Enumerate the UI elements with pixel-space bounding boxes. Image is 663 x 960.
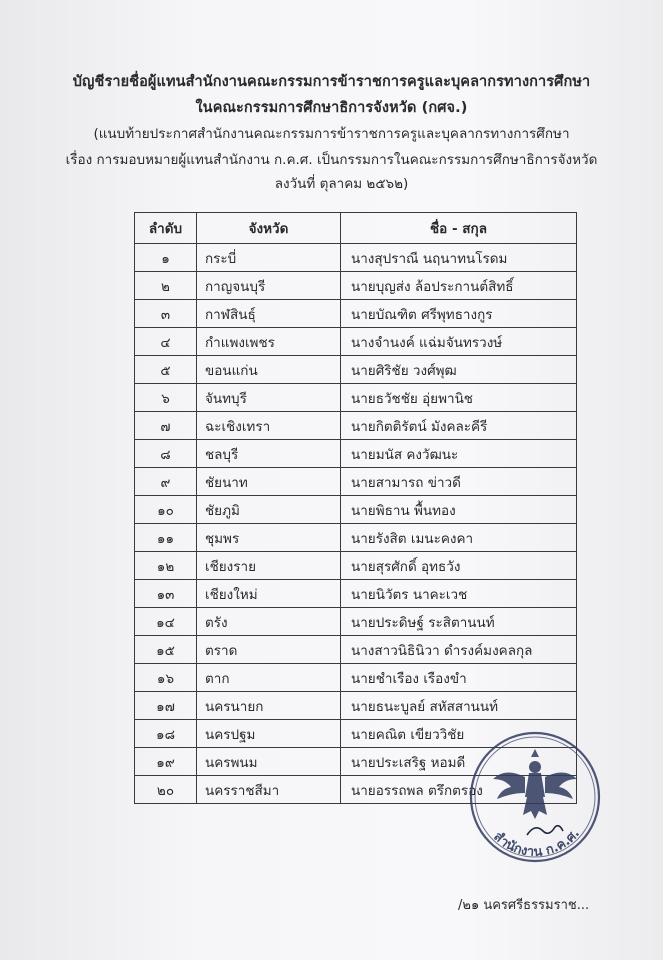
row-order: ๔ [135, 328, 197, 356]
row-name: นายอรรถพล ตรึกตรอง [341, 776, 577, 804]
subtitle-line-1: (แนบท้ายประกาศสำนักงานคณะกรรมการข้าราชการครูและบุคลากรทางการศึกษา [93, 126, 570, 142]
table-row [135, 412, 577, 440]
row-province: เชียงใหม่ [197, 580, 341, 608]
row-province: จันทบุรี [197, 384, 341, 412]
table-row [135, 300, 577, 328]
row-order: ๑๐ [135, 496, 197, 524]
row-order: ๒๐ [135, 776, 197, 804]
row-name: นายนิวัตร นาคะเวช [341, 580, 577, 608]
header-name: ชื่อ - สกุล [341, 213, 577, 244]
row-name: นายคณิต เขียววิชัย [341, 720, 577, 748]
row-name: นายชำเรือง เรืองขำ [341, 664, 577, 692]
row-name: นายธวัชชัย อุ่ยพานิช [341, 384, 577, 412]
table-row [135, 328, 577, 356]
row-name: นายบุญส่ง ล้อประกานต์สิทธิ์ [341, 272, 577, 300]
row-province: นครปฐม [197, 720, 341, 748]
table-row [135, 272, 577, 300]
row-name: นางสุปราณี นฤนาทนโรดม [341, 244, 577, 272]
row-province: ชัยนาท [197, 468, 341, 496]
row-name: นางสาวนิธินิวา ดำรงค์มงคลกุล [341, 636, 577, 664]
table-row [135, 664, 577, 692]
row-province: กระบี่ [197, 244, 341, 272]
row-name: นายศิริชัย วงศ์พุฒ [341, 356, 577, 384]
row-province: กาญจนบุรี [197, 272, 341, 300]
header-order: ลำดับ [135, 213, 197, 244]
table-row [135, 552, 577, 580]
signature-icon [527, 826, 563, 835]
row-order: ๒ [135, 272, 197, 300]
subtitle-line-2: เรื่อง การมอบหมายผู้แทนสำนักงาน ก.ค.ศ. เป็นกรรมการในคณะกรรมการศึกษาธิการจังหวัด [65, 152, 598, 168]
table-row [135, 356, 577, 384]
table-row [135, 496, 577, 524]
row-name: นายพิธาน พื้นทอง [341, 496, 577, 524]
row-name: นายประเสริฐ หอมดี [341, 748, 577, 776]
row-province: ชุมพร [197, 524, 341, 552]
row-province: ตราด [197, 636, 341, 664]
row-order: ๑๕ [135, 636, 197, 664]
seal-text: สำนักงาน ก.ค.ศ. [490, 826, 584, 860]
continuation-note: /๒๑ นครศรีธรรมราช... [458, 898, 590, 913]
row-province: ขอนแก่น [197, 356, 341, 384]
row-name: นายประดิษฐ์ ระสิตานนท์ [341, 608, 577, 636]
subtitle-line-3: ลงวันที่ ตุลาคม ๒๕๖๒) [274, 176, 409, 192]
row-name: นายรังสิต เมนะคงคา [341, 524, 577, 552]
table-row [135, 384, 577, 412]
row-province: เชียงราย [197, 552, 341, 580]
row-name: นางจำนงค์ แฉ่มจันทรวงษ์ [341, 328, 577, 356]
table-row [135, 636, 577, 664]
table-body [135, 244, 577, 804]
row-order: ๓ [135, 300, 197, 328]
row-order: ๖ [135, 384, 197, 412]
row-order: ๑ [135, 244, 197, 272]
row-province: นครพนม [197, 748, 341, 776]
row-province: นครราชสีมา [197, 776, 341, 804]
row-order: ๑๓ [135, 580, 197, 608]
title-line-2: ในคณะกรรมการศึกษาธิการจังหวัด (กศจ.) [195, 100, 468, 116]
row-order: ๑๑ [135, 524, 197, 552]
row-name: นายกิตติรัตน์ มังคละคีรี [341, 412, 577, 440]
table-row [135, 468, 577, 496]
row-name: นายสุรศักดิ์ อุทธวัง [341, 552, 577, 580]
table-row [135, 440, 577, 468]
row-province: กำแพงเพชร [197, 328, 341, 356]
table-row [135, 524, 577, 552]
official-seal [465, 727, 605, 867]
row-province: กาฬสินธุ์ [197, 300, 341, 328]
garuda-emblem-icon [493, 749, 577, 819]
table-row [135, 244, 577, 272]
row-order: ๑๗ [135, 692, 197, 720]
row-order: ๑๔ [135, 608, 197, 636]
row-name: นายธนะบูลย์ สหัสสานนท์ [341, 692, 577, 720]
table-header-row [135, 213, 577, 244]
representatives-table [134, 212, 577, 804]
row-province: นครนายก [197, 692, 341, 720]
header-province: จังหวัด [197, 213, 341, 244]
table-row [135, 692, 577, 720]
row-province: ชัยภูมิ [197, 496, 341, 524]
row-order: ๑๒ [135, 552, 197, 580]
row-order: ๑๙ [135, 748, 197, 776]
table-row [135, 580, 577, 608]
row-name: นายมนัส คงวัฒนะ [341, 440, 577, 468]
row-order: ๗ [135, 412, 197, 440]
row-province: ฉะเชิงเทรา [197, 412, 341, 440]
row-province: ชลบุรี [197, 440, 341, 468]
row-province: ตาก [197, 664, 341, 692]
svg-text:สำนักงาน ก.ค.ศ. [490, 826, 583, 860]
row-order: ๑๘ [135, 720, 197, 748]
row-order: ๙ [135, 468, 197, 496]
row-order: ๘ [135, 440, 197, 468]
row-province: ตรัง [197, 608, 341, 636]
title-line-1: บัญชีรายชื่อผู้แทนสำนักงานคณะกรรมการข้าราชการครูและบุคลากรทางการศึกษา [72, 74, 591, 90]
table-row [135, 608, 577, 636]
row-order: ๑๖ [135, 664, 197, 692]
row-order: ๕ [135, 356, 197, 384]
row-name: นายบัณฑิต ศรีพุทธางกูร [341, 300, 577, 328]
row-name: นายสามารถ ข่าวดี [341, 468, 577, 496]
